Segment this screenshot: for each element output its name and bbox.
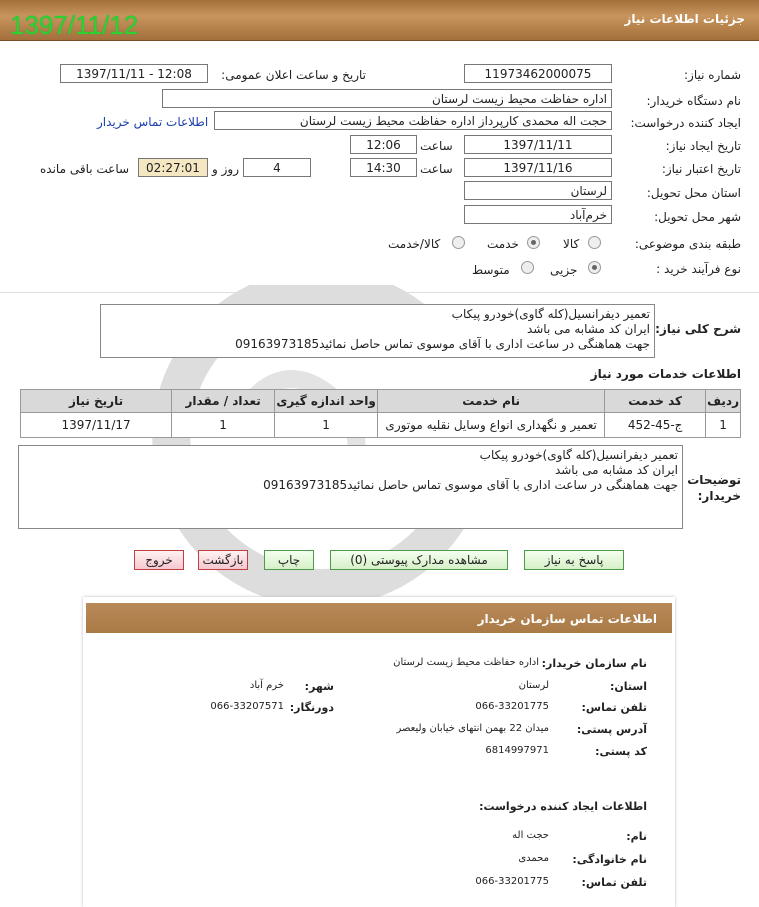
cell-unit: 1 xyxy=(275,413,378,438)
category-option-service: خدمت xyxy=(487,237,519,251)
summary-line-3: جهت هماهنگی در ساعت اداری با آقای موسوی تماس حاصل نمائید09163973185 xyxy=(235,337,650,351)
category-option-both: کالا/خدمت xyxy=(388,237,441,251)
postal-value: 6814997971 xyxy=(485,745,549,756)
announce-label: تاریخ و ساعت اعلان عمومی: xyxy=(221,68,366,82)
notes-line-3: جهت هماهنگی در ساعت اداری با آقای موسوی تماس حاصل نمائید09163973185 xyxy=(263,478,678,492)
contact-panel-title: اطلاعات تماس سازمان خریدار xyxy=(477,612,657,626)
buyer-notes-label: توضیحات خریدار: xyxy=(687,473,741,503)
print-button[interactable]: چاپ xyxy=(264,550,314,570)
org-label: نام سازمان خریدار: xyxy=(541,657,647,670)
creator-phone-value: 066-33201775 xyxy=(475,876,549,887)
need-number-field: 11973462000075 xyxy=(464,64,612,83)
col-unit: واحد اندازه گیری xyxy=(275,390,378,413)
col-code: کد خدمت xyxy=(605,390,706,413)
creation-date-label: تاریخ ایجاد نیاز: xyxy=(665,139,741,153)
phone-label: تلفن تماس: xyxy=(581,701,647,714)
notes-line-2: ایران کد مشابه می باشد xyxy=(554,463,678,477)
summary-line-1: تعمیر دیفرانسیل(کله گاوی)خودرو پیکاب xyxy=(451,307,650,321)
exit-button[interactable]: خروج xyxy=(134,550,184,570)
postal-label: کد پستی: xyxy=(595,745,647,758)
cell-qty: 1 xyxy=(172,413,275,438)
requester-field: حجت اله محمدی کارپرداز اداره حفاظت محیط زیست لرستان xyxy=(214,111,612,130)
fax-label: دورنگار: xyxy=(289,701,334,714)
category-radio-service[interactable] xyxy=(527,236,540,249)
table-row xyxy=(21,413,741,438)
panel-province-value: لرستان xyxy=(518,680,549,691)
category-radio-both[interactable] xyxy=(452,236,465,249)
first-name-value: حجت اله xyxy=(512,830,549,841)
page-title: جزئیات اطلاعات نیاز xyxy=(624,12,745,26)
validity-time-field: 14:30 xyxy=(350,158,417,177)
phone-value: 066-33201775 xyxy=(475,701,549,712)
creation-date-field: 1397/11/11 xyxy=(464,135,612,154)
col-name: نام خدمت xyxy=(378,390,605,413)
cell-name: تعمیر و نگهداری انواع وسایل نقلیه موتوری xyxy=(378,413,605,438)
buyer-contact-link[interactable]: اطلاعات تماس خریدار xyxy=(97,115,209,129)
creator-title: اطلاعات ایجاد کننده درخواست: xyxy=(479,800,647,813)
need-number-label: شماره نیاز: xyxy=(684,68,741,82)
purchase-radio-medium[interactable] xyxy=(521,261,534,274)
days-label: روز و xyxy=(212,162,239,176)
province-label: استان محل تحویل: xyxy=(646,186,741,200)
creation-time-label: ساعت xyxy=(420,139,453,153)
purchase-option-medium: متوسط xyxy=(472,263,510,277)
buyer-notes-textarea[interactable] xyxy=(18,445,683,529)
summary-textarea[interactable] xyxy=(100,304,655,358)
address-value: میدان 22 بهمن انتهای خیابان ولیعصر xyxy=(396,723,549,734)
first-name-label: نام: xyxy=(626,830,647,843)
validity-label: تاریخ اعتبار نیاز: xyxy=(661,162,741,176)
services-title: اطلاعات خدمات مورد نیاز xyxy=(590,367,741,381)
announce-field: 1397/11/11 - 12:08 xyxy=(60,64,208,83)
buyer-org-label: نام دستگاه خریدار: xyxy=(646,94,741,108)
last-name-value: محمدی xyxy=(518,853,549,864)
col-qty: تعداد / مقدار xyxy=(172,390,275,413)
fax-value: 066-33207571 xyxy=(210,701,284,712)
panel-city-label: شهر: xyxy=(304,680,334,693)
category-option-goods: کالا xyxy=(563,237,580,251)
back-button[interactable]: بازگشت xyxy=(198,550,248,570)
cell-row: 1 xyxy=(706,413,741,438)
category-radio-goods[interactable] xyxy=(588,236,601,249)
purchase-radio-minor[interactable] xyxy=(588,261,601,274)
purchase-type-label: نوع فرآیند خرید : xyxy=(656,262,741,276)
cell-date: 1397/11/17 xyxy=(21,413,172,438)
remaining-days-field: 4 xyxy=(243,158,311,177)
creation-time-field: 12:06 xyxy=(350,135,417,154)
creator-phone-label: تلفن تماس: xyxy=(581,876,647,889)
address-label: آدرس پستی: xyxy=(576,723,647,736)
buyer-org-field: اداره حفاظت محیط زیست لرستان xyxy=(162,89,612,108)
last-name-label: نام خانوادگی: xyxy=(572,853,647,866)
date-overlay: 1397/11/12 xyxy=(10,10,139,40)
notes-line-1: تعمیر دیفرانسیل(کله گاوی)خودرو پیکاب xyxy=(479,448,678,462)
cell-code: ج-45-452 xyxy=(605,413,706,438)
validity-date-field: 1397/11/16 xyxy=(464,158,612,177)
view-attachments-button[interactable]: مشاهده مدارک پیوستی (0) xyxy=(330,550,508,570)
province-field: لرستان xyxy=(464,181,612,200)
summary-line-2: ایران کد مشابه می باشد xyxy=(526,322,650,336)
remaining-time-label: ساعت باقی مانده xyxy=(40,162,130,176)
col-row: ردیف xyxy=(706,390,741,413)
summary-label: شرح کلی نیاز: xyxy=(655,322,741,336)
services-header-row xyxy=(21,390,741,413)
city-label: شهر محل تحویل: xyxy=(654,210,741,224)
city-field: خرم‌آباد xyxy=(464,205,612,224)
panel-province-label: استان: xyxy=(610,680,647,693)
divider xyxy=(0,292,759,293)
validity-time-label: ساعت xyxy=(420,162,453,176)
category-label: طبقه بندی موضوعی: xyxy=(634,237,741,251)
reply-button[interactable]: پاسخ به نیاز xyxy=(524,550,624,570)
purchase-option-minor: جزیی xyxy=(550,263,578,277)
remaining-time-field: 02:27:01 xyxy=(138,158,208,177)
panel-city-value: خرم آباد xyxy=(249,680,284,691)
col-date: تاریخ نیاز xyxy=(21,390,172,413)
requester-label: ایجاد کننده درخواست: xyxy=(630,116,741,130)
services-table xyxy=(20,389,741,438)
org-value: اداره حفاظت محیط زیست لرستان xyxy=(393,657,539,668)
services-table-wrap xyxy=(20,389,741,438)
